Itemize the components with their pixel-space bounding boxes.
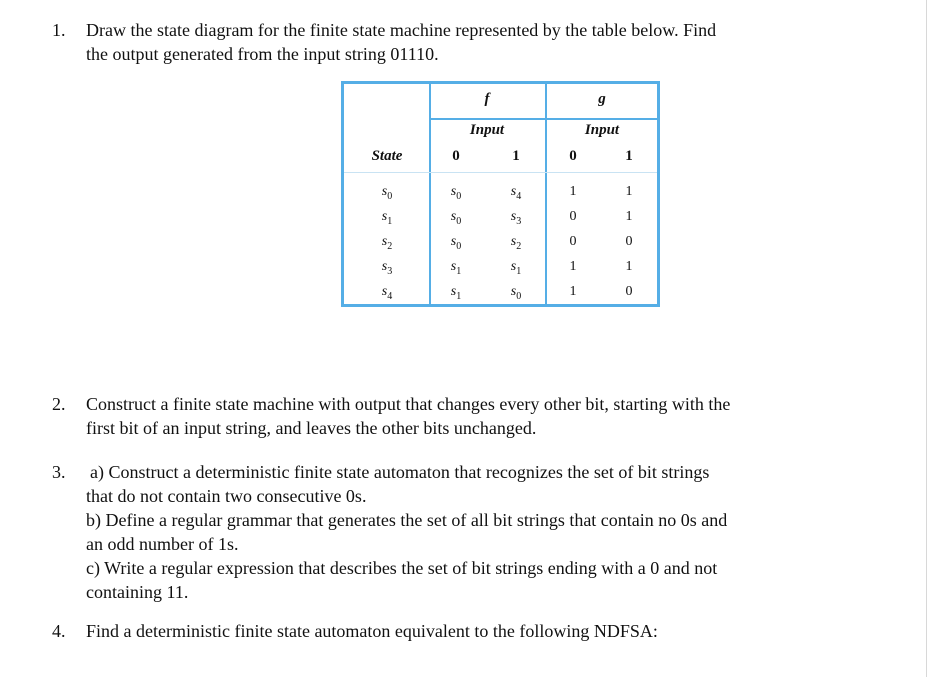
question-1-number: 1. [52, 20, 66, 40]
g0-cell: 1 [569, 259, 577, 274]
f0-cell: $s_1$ [450, 284, 462, 302]
table-divider-body [344, 172, 657, 173]
state-cell: $s_0$ [381, 184, 393, 202]
table-divider-fg [545, 84, 547, 304]
table-header-g: g [598, 91, 606, 107]
question-4-number: 4. [52, 621, 66, 641]
g1-cell: 0 [625, 234, 633, 249]
question-3-number: 3. [52, 462, 66, 482]
g0-cell: 0 [569, 209, 577, 224]
g1-cell: 1 [625, 184, 633, 199]
table-divider-state [429, 84, 431, 304]
g0-cell: 1 [569, 284, 577, 299]
state-cell: $s_4$ [381, 284, 393, 302]
f1-cell: $s_4$ [510, 184, 522, 202]
g1-cell: 1 [625, 209, 633, 224]
table-header-state: State [371, 148, 403, 164]
table-header-g-input-0: 0 [569, 148, 577, 164]
question-4-line-1: Find a deterministic finite state automaton equivalent to the following NDFSA: [86, 621, 658, 641]
table-header-g-input: Input [584, 122, 620, 138]
table-header-g-input-1: 1 [625, 148, 633, 164]
table-header-f-input: Input [469, 122, 505, 138]
state-cell: $s_1$ [381, 209, 393, 227]
question-2-line-2: first bit of an input string, and leaves the other bits unchanged. [86, 418, 537, 438]
f1-cell: $s_1$ [510, 259, 522, 277]
f0-cell: $s_1$ [450, 259, 462, 277]
g0-cell: 0 [569, 234, 577, 249]
question-1-line-2: the output generated from the input string 01110. [86, 44, 439, 64]
f0-cell: $s_0$ [450, 209, 462, 227]
g0-cell: 1 [569, 184, 577, 199]
question-2-number: 2. [52, 394, 66, 414]
question-3a-line-2: that do not contain two consecutive 0s. [86, 486, 367, 506]
f1-cell: $s_3$ [510, 209, 522, 227]
g1-cell: 0 [625, 284, 633, 299]
f1-cell: $s_2$ [510, 234, 522, 252]
state-cell: $s_2$ [381, 234, 393, 252]
f0-cell: $s_0$ [450, 234, 462, 252]
g1-cell: 1 [625, 259, 633, 274]
table-header-f-input-1: 1 [512, 148, 520, 164]
table-header-f-input-0: 0 [452, 148, 460, 164]
page-right-border [926, 0, 927, 677]
state-cell: $s_3$ [381, 259, 393, 277]
question-3c-line-2: containing 11. [86, 582, 189, 602]
f1-cell: $s_0$ [510, 284, 522, 302]
f0-cell: $s_0$ [450, 184, 462, 202]
question-3a-line-1: a) Construct a deterministic finite state automaton that recognizes the set of bit strings [90, 462, 710, 482]
question-3b-line-2: an odd number of 1s. [86, 534, 239, 554]
question-2-line-1: Construct a finite state machine with output that changes every other bit, starting with the [86, 394, 731, 414]
table-divider-header [429, 118, 657, 120]
state-table [341, 81, 660, 307]
question-3b-line-1: b) Define a regular grammar that generates the set of all bit strings that contain no 0s and [86, 510, 728, 530]
question-3c-line-1: c) Write a regular expression that describes the set of bit strings ending with a 0 and not [86, 558, 718, 578]
table-header-f: f [484, 91, 490, 107]
question-1-line-1: Draw the state diagram for the finite state machine represented by the table below. Find [86, 20, 717, 40]
